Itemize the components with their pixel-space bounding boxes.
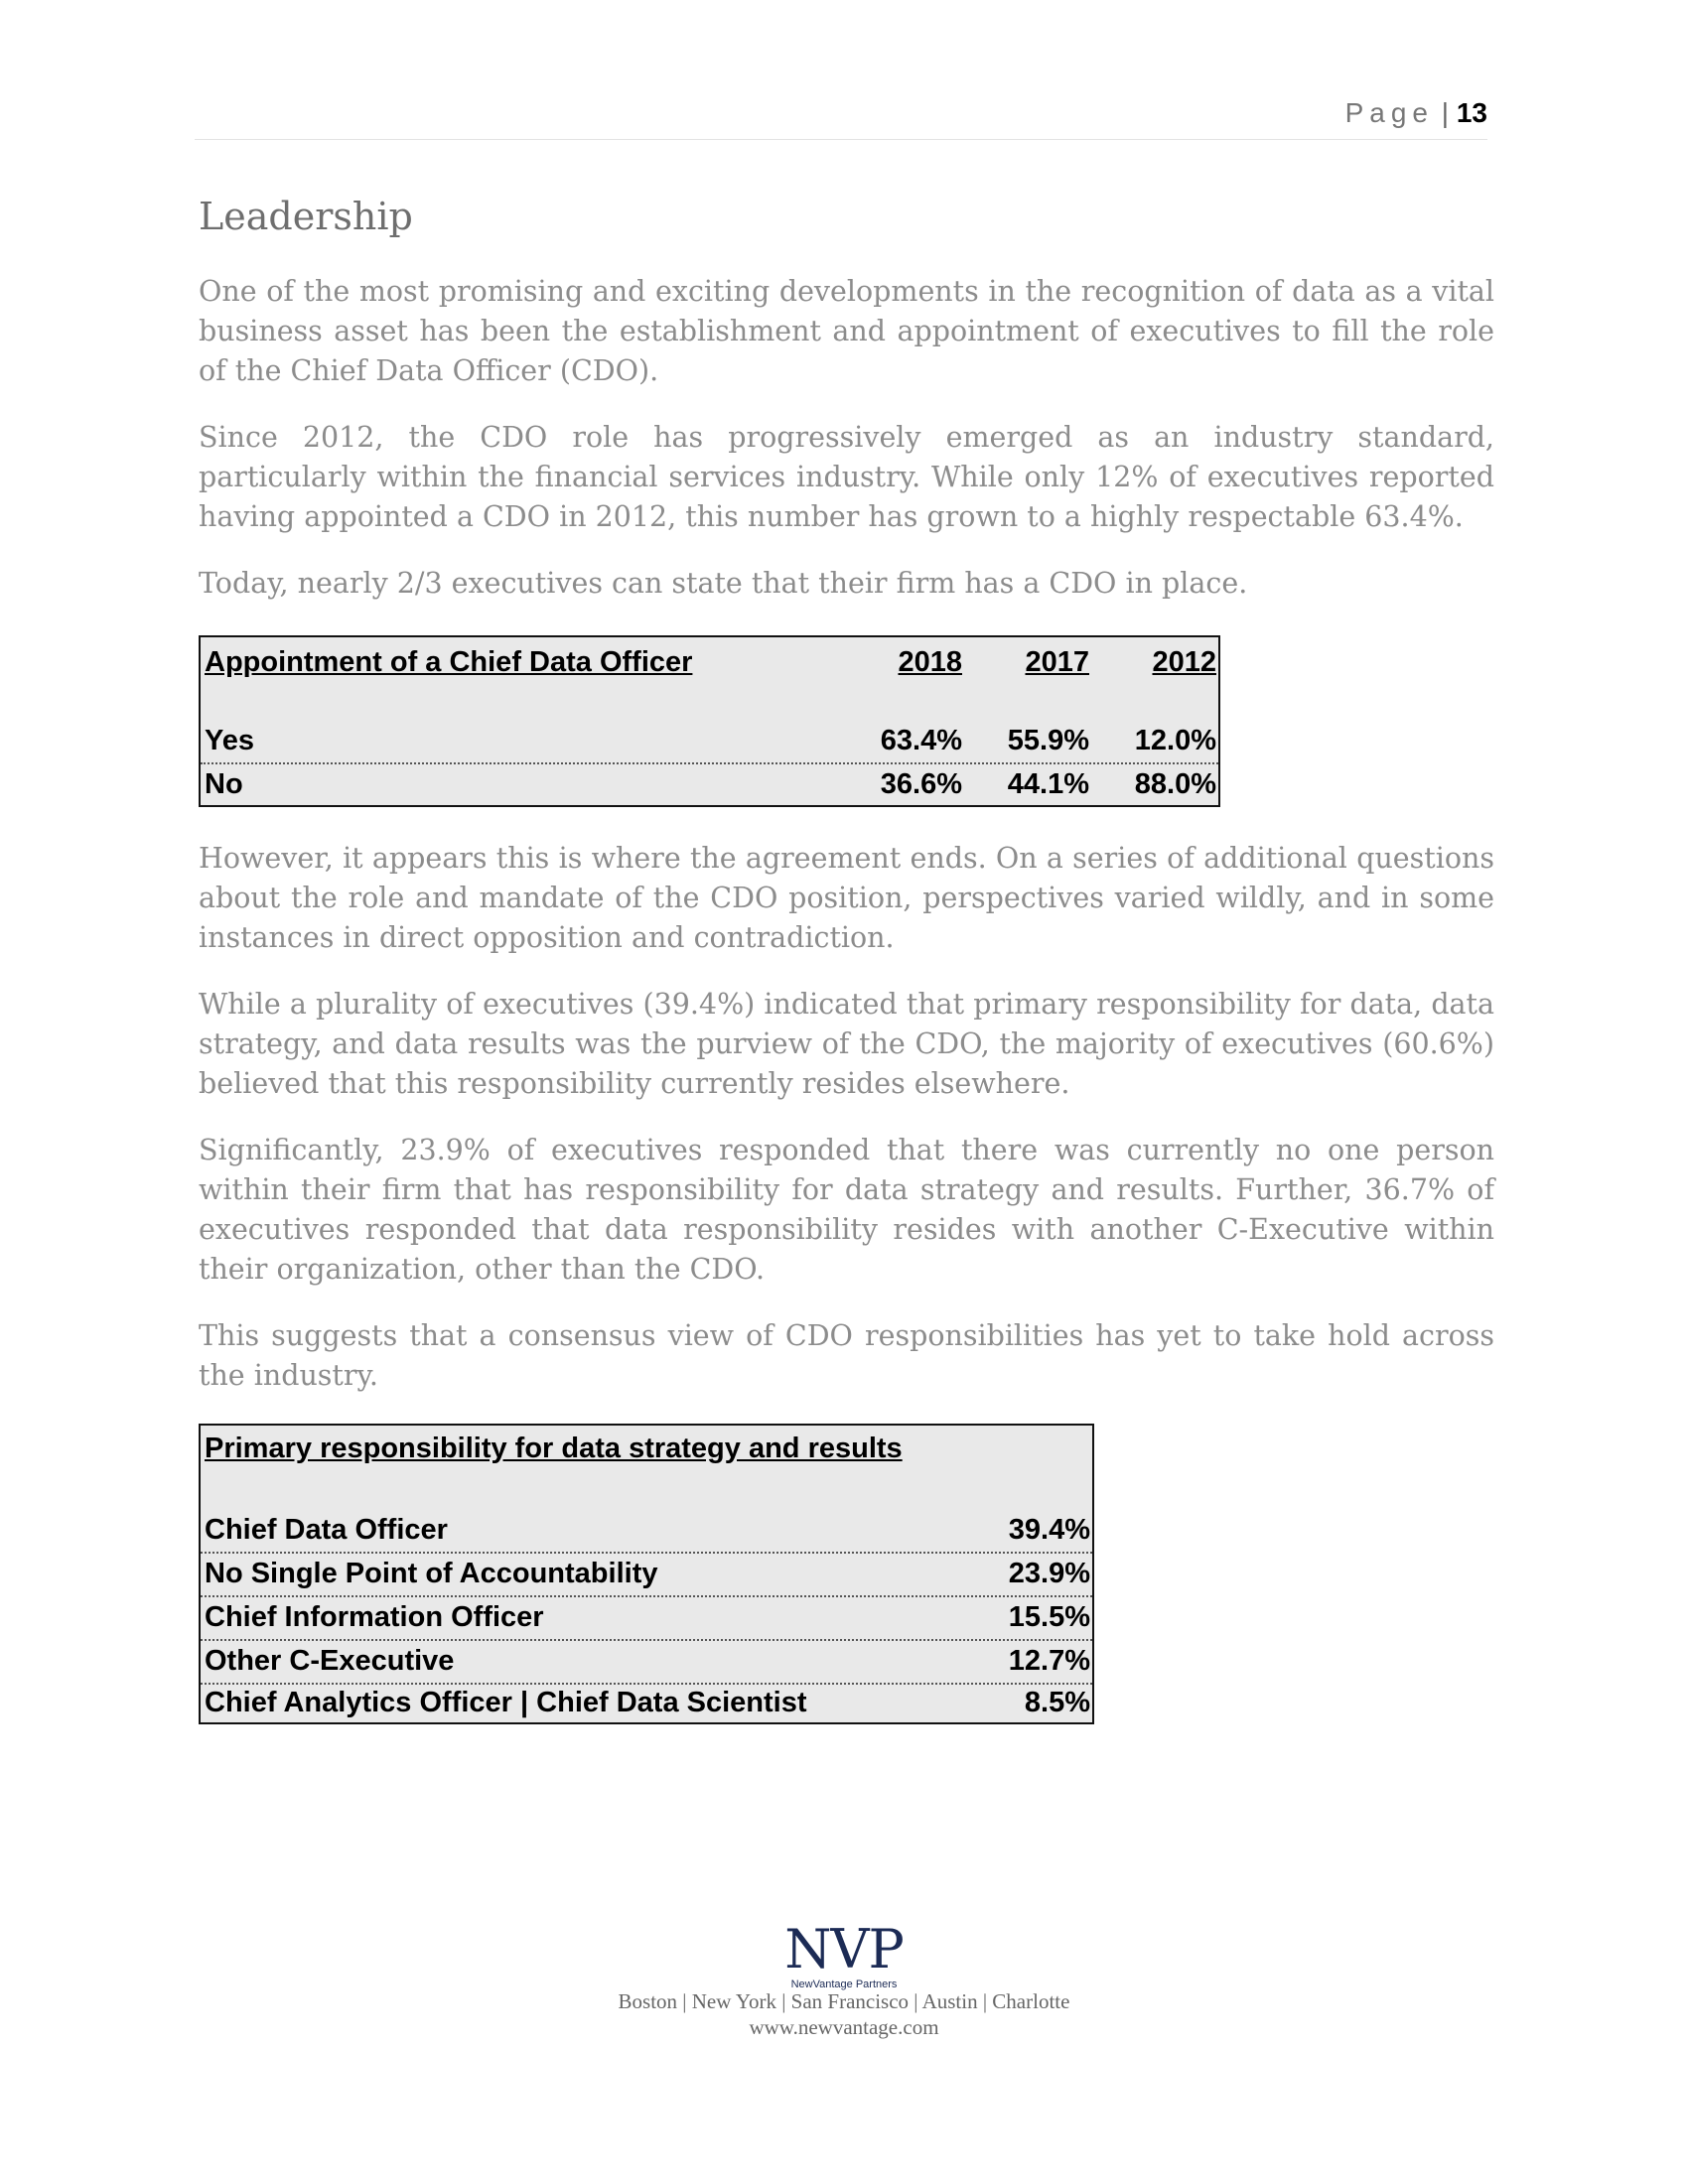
cell-value: 12.0% [1134,725,1216,756]
table-row [201,1509,1092,1554]
row-label: Chief Analytics Officer | Chief Data Scientist [205,1687,807,1718]
cdo-appointment-table [199,635,1220,807]
cell-value: 8.5% [1024,1687,1090,1718]
cell-value: 15.5% [1008,1601,1090,1633]
paragraph-plurality: While a plurality of executives (39.4%) indicated that primary responsibility for data, data strategy, and data results was the purview of the CDO, the majority of executives (60.6%) believed that this responsibility currently resides elsewhere. [199,988,1494,1100]
cell-value: 39.4% [1008,1514,1090,1546]
page-word: Page [1344,97,1434,128]
row-label: No Single Point of Accountability [205,1558,658,1589]
column-header: 2012 [1152,646,1216,678]
cell-value: 88.0% [1134,768,1216,800]
cell-value: 55.9% [1007,725,1089,756]
paragraph-agreement-ends: However, it appears this is where the agreement ends. On a series of additional questions about the role and mandate of the CDO position, perspectives varied wildly, and in some instances in direct opposition and contradiction. [199,842,1494,954]
row-label: Chief Information Officer [205,1601,544,1633]
table-row [201,1682,1092,1724]
row-label: No [205,768,243,800]
paragraph-consensus: This suggests that a consensus view of CDO responsibilities has yet to take hold across the industry. [199,1319,1494,1392]
table-header-row [201,1428,1092,1470]
page-header [195,97,1487,129]
paragraph-cdo-growth: Since 2012, the CDO role has progressively emerged as an industry standard, particularly within the financial services industry. While only 12% of executives reported having appointed a CDO in 2012, this number has grown to a highly respectable 63.4%. [199,421,1494,533]
paragraph-cdo-intro: One of the most promising and exciting developments in the recognition of data as a vital business asset has been the establishment and appointment of executives to fill the role of the Chief Data Officer (CDO). [199,275,1494,387]
table-row [201,1596,1092,1641]
table-title: Primary responsibility for data strategy and results [205,1433,903,1464]
table-header-row [201,641,1218,684]
paragraph-significantly: Significantly, 23.9% of executives responded that there was currently no one person within their firm that has responsibility for data strategy and results. Further, 36.7% of executives responded that data responsibility resides with another C-Executive within their organization, other than the CDO. [199,1134,1494,1286]
cell-value: 36.6% [880,768,962,800]
table-title: Appointment of a Chief Data Officer [205,646,693,678]
page-number: 13 [1456,97,1487,128]
section-title: Leadership [199,195,413,238]
nvp-logo [765,1918,923,1991]
row-label: Yes [205,725,254,756]
header-divider [195,139,1487,140]
page-separator: | [1441,97,1450,128]
logo-mark: NVP [784,1918,904,1980]
table-row [201,763,1218,806]
paragraph-cdo-today: Today, nearly 2/3 executives can state that their firm has a CDO in place. [199,567,1248,600]
row-label: Chief Data Officer [205,1514,448,1546]
row-label: Other C-Executive [205,1645,455,1677]
table-row [201,1553,1092,1597]
logo-subtext: NewVantage Partners [790,1979,898,1990]
footer-locations: Boston | New York | San Francisco | Austin | Charlotte [618,1989,1070,2013]
cell-value: 12.7% [1008,1645,1090,1677]
table-row [201,720,1218,764]
footer-website: www.newvantage.com [749,2015,939,2039]
cell-value: 23.9% [1008,1558,1090,1589]
cell-value: 63.4% [880,725,962,756]
column-header: 2017 [1025,646,1089,678]
column-header: 2018 [898,646,962,678]
cell-value: 44.1% [1007,768,1089,800]
primary-responsibility-table [199,1424,1094,1724]
table-row [201,1640,1092,1685]
